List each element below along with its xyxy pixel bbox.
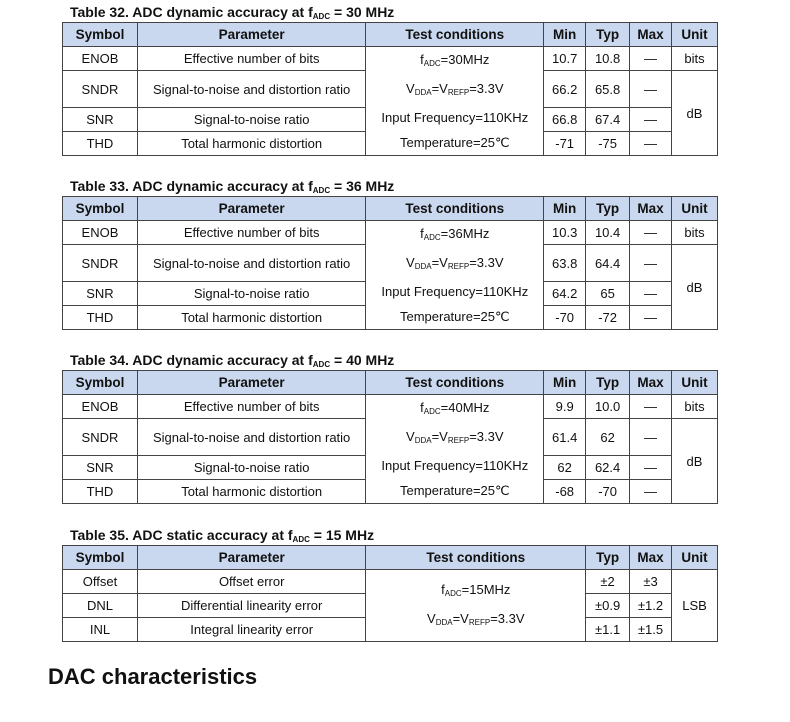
- unit-cell: bits: [672, 47, 718, 71]
- symbol-cell: SNDR: [63, 419, 138, 456]
- spec-table: [62, 196, 718, 330]
- column-header: Max: [630, 546, 672, 570]
- parameter-cell: Signal-to-noise and distortion ratio: [137, 71, 365, 108]
- max-cell: —: [630, 47, 672, 71]
- typ-cell: 62: [586, 419, 630, 456]
- table-row: [63, 47, 718, 71]
- column-header: Test conditions: [366, 546, 586, 570]
- table-34-block: [62, 350, 718, 504]
- symbol-cell: Offset: [63, 570, 138, 594]
- condition-line: $f_{ADC}=15MHz$: [441, 581, 511, 598]
- typ-cell: ±0.9: [586, 594, 630, 618]
- header-row: [63, 371, 718, 395]
- table-35-block: [62, 525, 718, 642]
- column-header: Min: [544, 23, 586, 47]
- max-cell: —: [630, 395, 672, 419]
- parameter-cell: Effective number of bits: [137, 395, 365, 419]
- typ-cell: 67.4: [586, 108, 630, 132]
- header-row: [63, 546, 718, 570]
- column-header: Unit: [672, 371, 718, 395]
- test-conditions-cell: [366, 570, 586, 642]
- unit-cell: dB: [672, 245, 718, 330]
- parameter-cell: Signal-to-noise and distortion ratio: [137, 419, 365, 456]
- unit-cell: LSB: [672, 570, 718, 642]
- condition-line: Input Frequency=110KHz: [381, 458, 529, 473]
- condition-line: Temperature=25℃: [399, 135, 510, 150]
- condition-line: $f_{ADC}=40MHz$: [420, 400, 490, 416]
- column-header: Symbol: [63, 546, 138, 570]
- typ-cell: 65: [586, 282, 630, 306]
- typ-cell: 10.4: [586, 221, 630, 245]
- max-cell: ±3: [630, 570, 672, 594]
- table-title: Table 33. ADC dynamic accuracy at $f_{ADC} = 36$ MHz: [70, 178, 395, 195]
- table-row: [63, 221, 718, 245]
- column-header: Symbol: [63, 371, 138, 395]
- typ-cell: 65.8: [586, 71, 630, 108]
- table-33-block: [62, 176, 718, 330]
- column-header: Symbol: [63, 23, 138, 47]
- typ-cell: 64.4: [586, 245, 630, 282]
- column-header: Parameter: [137, 371, 365, 395]
- column-header: Parameter: [137, 546, 366, 570]
- spec-table: [62, 22, 718, 156]
- max-cell: —: [630, 282, 672, 306]
- min-cell: 63.8: [544, 245, 586, 282]
- symbol-cell: ENOB: [63, 221, 138, 245]
- table-title: Table 34. ADC dynamic accuracy at $f_{ADC} = 40$ MHz: [70, 352, 395, 369]
- condition-line: $V_{DDA}=V_{REFP}=3.3V$: [427, 610, 525, 627]
- parameter-cell: Signal-to-noise ratio: [137, 108, 365, 132]
- condition-line: Input Frequency=110KHz: [381, 284, 529, 299]
- parameter-cell: Signal-to-noise ratio: [137, 282, 365, 306]
- symbol-cell: SNR: [63, 456, 138, 480]
- max-cell: —: [630, 71, 672, 108]
- table-title: Table 35. ADC static accuracy at $f_{ADC} = 15$ MHz: [70, 527, 375, 544]
- column-header: Unit: [672, 23, 718, 47]
- parameter-cell: Total harmonic distortion: [137, 306, 365, 330]
- column-header: Test conditions: [366, 197, 544, 221]
- typ-cell: ±2: [586, 570, 630, 594]
- table-row: [63, 395, 718, 419]
- column-header: Min: [544, 371, 586, 395]
- column-header: Typ: [586, 197, 630, 221]
- condition-line: $V_{DDA}=V_{REFP}=3.3V$: [406, 81, 504, 97]
- max-cell: —: [630, 221, 672, 245]
- parameter-cell: Total harmonic distortion: [137, 132, 365, 156]
- column-header: Test conditions: [366, 371, 544, 395]
- header-row: [63, 197, 718, 221]
- symbol-cell: THD: [63, 132, 138, 156]
- parameter-cell: Integral linearity error: [137, 618, 366, 642]
- parameter-cell: Signal-to-noise ratio: [137, 456, 365, 480]
- min-cell: 62: [544, 456, 586, 480]
- parameter-cell: Effective number of bits: [137, 221, 365, 245]
- max-cell: ±1.5: [630, 618, 672, 642]
- symbol-cell: SNDR: [63, 71, 138, 108]
- test-conditions-cell: [366, 221, 544, 330]
- column-header: Parameter: [137, 197, 365, 221]
- symbol-cell: SNDR: [63, 245, 138, 282]
- min-cell: -71: [544, 132, 586, 156]
- test-conditions-cell: [366, 47, 544, 156]
- min-cell: 9.9: [544, 395, 586, 419]
- max-cell: —: [630, 306, 672, 330]
- unit-cell: bits: [672, 395, 718, 419]
- unit-cell: dB: [672, 419, 718, 504]
- condition-line: Temperature=25℃: [399, 483, 510, 498]
- column-header: Symbol: [63, 197, 138, 221]
- condition-line: Input Frequency=110KHz: [381, 110, 529, 125]
- symbol-cell: THD: [63, 480, 138, 504]
- max-cell: —: [630, 419, 672, 456]
- table-32-block: [62, 2, 718, 156]
- header-row: [63, 23, 718, 47]
- condition-line: $V_{DDA}=V_{REFP}=3.3V$: [406, 429, 504, 445]
- unit-cell: dB: [672, 71, 718, 156]
- parameter-cell: Total harmonic distortion: [137, 480, 365, 504]
- spec-table: [62, 370, 718, 504]
- symbol-cell: INL: [63, 618, 138, 642]
- min-cell: 61.4: [544, 419, 586, 456]
- max-cell: —: [630, 456, 672, 480]
- column-header: Typ: [586, 23, 630, 47]
- parameter-cell: Effective number of bits: [137, 47, 365, 71]
- column-header: Typ: [586, 371, 630, 395]
- min-cell: 10.3: [544, 221, 586, 245]
- condition-line: Temperature=25℃: [399, 309, 510, 324]
- max-cell: —: [630, 108, 672, 132]
- max-cell: —: [630, 245, 672, 282]
- section-heading: DAC characteristics: [48, 664, 258, 689]
- column-header: Min: [544, 197, 586, 221]
- typ-cell: -70: [586, 480, 630, 504]
- min-cell: 64.2: [544, 282, 586, 306]
- max-cell: —: [630, 132, 672, 156]
- condition-line: $f_{ADC}=30MHz$: [420, 52, 490, 68]
- test-conditions-cell: [366, 395, 544, 504]
- table-title: Table 32. ADC dynamic accuracy at $f_{ADC} = 30$ MHz: [70, 4, 395, 21]
- symbol-cell: ENOB: [63, 47, 138, 71]
- typ-cell: -72: [586, 306, 630, 330]
- symbol-cell: ENOB: [63, 395, 138, 419]
- column-header: Max: [630, 23, 672, 47]
- symbol-cell: SNR: [63, 108, 138, 132]
- column-header: Max: [630, 371, 672, 395]
- parameter-cell: Offset error: [137, 570, 366, 594]
- column-header: Unit: [672, 197, 718, 221]
- typ-cell: -75: [586, 132, 630, 156]
- min-cell: -68: [544, 480, 586, 504]
- unit-cell: bits: [672, 221, 718, 245]
- table-row: [63, 570, 718, 594]
- parameter-cell: Signal-to-noise and distortion ratio: [137, 245, 365, 282]
- typ-cell: 10.8: [586, 47, 630, 71]
- column-header: Parameter: [137, 23, 365, 47]
- typ-cell: 10.0: [586, 395, 630, 419]
- parameter-cell: Differential linearity error: [137, 594, 366, 618]
- symbol-cell: DNL: [63, 594, 138, 618]
- typ-cell: 62.4: [586, 456, 630, 480]
- column-header: Test conditions: [366, 23, 544, 47]
- column-header: Typ: [586, 546, 630, 570]
- max-cell: —: [630, 480, 672, 504]
- condition-line: $f_{ADC}=36MHz$: [420, 226, 490, 242]
- min-cell: 66.8: [544, 108, 586, 132]
- condition-line: $V_{DDA}=V_{REFP}=3.3V$: [406, 255, 504, 271]
- min-cell: 10.7: [544, 47, 586, 71]
- column-header: Max: [630, 197, 672, 221]
- column-header: Unit: [672, 546, 718, 570]
- symbol-cell: THD: [63, 306, 138, 330]
- min-cell: 66.2: [544, 71, 586, 108]
- spec-table: [62, 545, 718, 642]
- symbol-cell: SNR: [63, 282, 138, 306]
- typ-cell: ±1.1: [586, 618, 630, 642]
- min-cell: -70: [544, 306, 586, 330]
- max-cell: ±1.2: [630, 594, 672, 618]
